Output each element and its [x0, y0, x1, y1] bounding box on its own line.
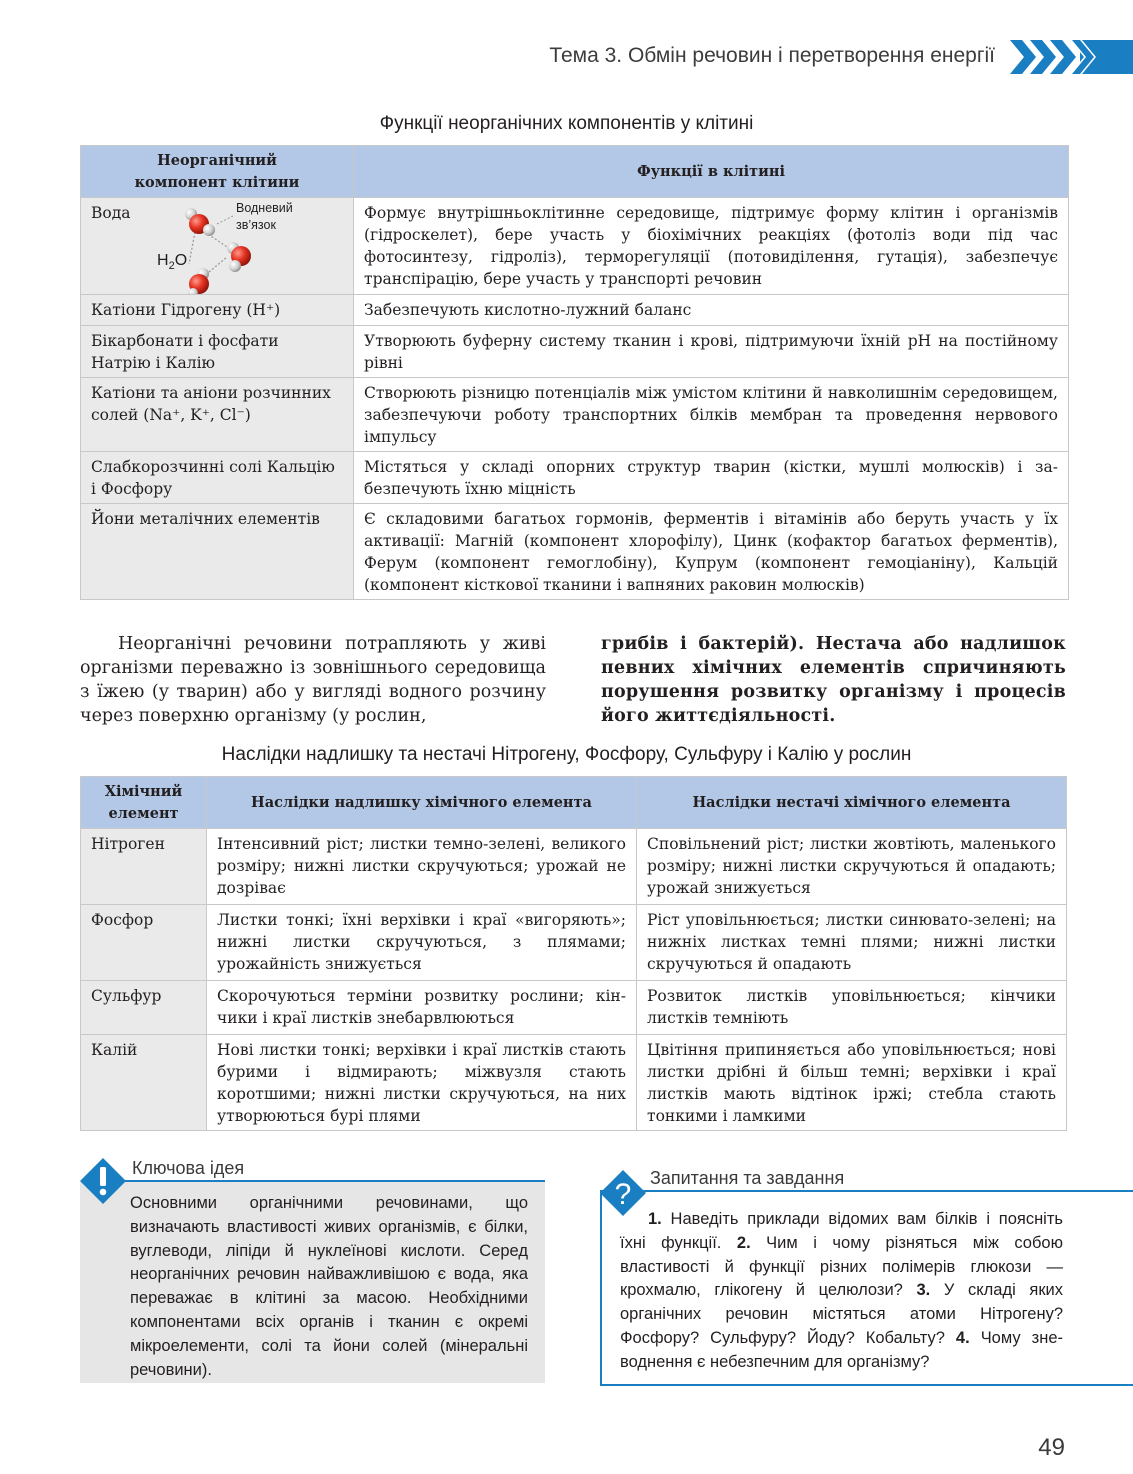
page-header — [0, 38, 1133, 78]
table-row — [81, 452, 1069, 504]
excess-deficiency-table — [80, 776, 1067, 1131]
element-cell: Сульфур — [81, 981, 207, 1035]
function-cell: Формує внутрішньоклітинне середовище, підтримує форму клітин і організмів (гідроскелет), бере участь у біохімічних реакціях (фотоліз води під час фотосинтезу, гідроліз), терморегуляції (потовиділення, гутація), забезпечує транспірацію, бере участь у транспорті речовин — [354, 198, 1069, 295]
function-cell: Створюють різницю потенціалів між умістом клітини й навколишнім середовищем, забезпечуючи роботу транспортних білків мембран та проведення нервового імпульсу — [354, 378, 1069, 452]
header-line: Неорганічний — [157, 151, 277, 169]
question-number: 2. — [736, 1233, 751, 1252]
deficiency-cell: Ріст уповільнюється; листки синювато-зелені; на нижніх листках темні плями; нижні листки скручуються й опадають — [637, 905, 1067, 981]
table-row — [81, 295, 1069, 326]
svg-text:?: ? — [614, 1178, 632, 1211]
key-idea-text: Основними органічними речовинами, що визначають властивості живих організмів, є білки, вуглеводи, ліпіди й нуклеїнові кислоти. Серед неорганічних речовин найважливішою є вода, яка переважає в клітині за масою. Необхідними компонентами всіх органів і тканин є окремі мікроелементи, солі та йони солей (мінеральні речовини). — [130, 1194, 528, 1379]
table1-col1-header — [81, 146, 354, 198]
formula-sub: 2 — [168, 260, 175, 273]
water-molecule-figure — [91, 202, 353, 292]
bond-label-line: зв’язок — [236, 218, 276, 232]
table-row — [81, 829, 1067, 905]
questions-box — [600, 1166, 1133, 1386]
component-cell: Катіони та аніони розчинних солей (Na⁺, K⁺, Cl⁻) — [81, 378, 354, 452]
element-cell: Нітроген — [81, 829, 207, 905]
formula-h: H — [157, 252, 169, 269]
header-line: елемент — [108, 804, 179, 822]
function-cell: Утворюють буферну систему тканин і крові, підтримуючи їхній рН на постійному рівні — [354, 326, 1069, 378]
function-cell: Містяться у складі опорних структур тварин (кістки, мушлі молюсків) і забезпечують їхню міцність — [354, 452, 1069, 504]
component-cell: Слабкорозчинні солі Кальцію і Фосфору — [81, 452, 354, 504]
question-text: Наведіть приклади відомих вам білків і поясніть їхні функції. — [620, 1210, 1063, 1252]
element-cell: Фосфор — [81, 905, 207, 981]
function-cell: Забезпечують кислотно-лужний баланс — [354, 295, 1069, 326]
function-cell: Є складовими багатьох гормонів, ферментів і вітамінів або беруть участь у їх активації: Магній (компонент хлорофілу), Цинк (кофактор багатьох ферментів), Ферум (компонент гемоглобіну), Купрум (компонент гемоціаніну), Кальцій (компонент кісткової тканини і вапняних раковин молюсків) — [354, 504, 1069, 600]
component-cell: Йони металічних елементів — [81, 504, 354, 600]
table-row — [81, 198, 1069, 295]
body-paragraph-right: грибів і бактерій). Нестача або надлишок певних хімічних елементів спричиняють порушення розвитку організму і процесів його життєдіяльності. — [601, 634, 1066, 726]
table1-col2-header: Функції в клітині — [354, 146, 1069, 198]
page-number: 49 — [1038, 1434, 1065, 1461]
water-cell — [81, 198, 354, 295]
table2-col2-header: Наслідки надлишку хімічного елемента — [207, 777, 637, 829]
header-line: Хімічний — [104, 782, 183, 800]
header-line: компонент клітини — [134, 173, 300, 191]
chapter-title: Тема 3. Обмін речовин і перетворення енергії — [549, 44, 995, 67]
table2-col1-header — [81, 777, 207, 829]
table-row — [81, 378, 1069, 452]
questions-text — [620, 1208, 1063, 1375]
body-paragraph-left: Неорганічні речовини потрапляють у живі організми переважно із зовнішнього середовища з їжею (у тварин) або у вигляді водного розчину через поверхню організму (у рослин, — [80, 634, 546, 726]
component-cell: Катіони Гідрогену (H⁺) — [81, 295, 354, 326]
table-row — [81, 504, 1069, 600]
deficiency-cell: Цвітіння припиняється або уповільнюється; нові листки дрібні й більш темні; верхівки і краї листків мають відтінок іржі; стебла стають тонкими і ламкими — [637, 1035, 1067, 1131]
question-text: У складі яких органічних речовин містяться атоми Нітрогену? Фосфору? Сульфуру? Йоду? Кобальту? — [620, 1281, 1063, 1347]
deficiency-cell: Розвиток листків уповільнюється; кінчики листків темніють — [637, 981, 1067, 1035]
excess-cell: Листки тонкі; їхні верхівки і краї «вигоряють»; нижні листки скручуються, з плямами; урожайність знижується — [207, 905, 637, 981]
formula-o: O — [174, 252, 188, 269]
component-cell: Бікарбонати і фосфати Натрію і Калію — [81, 326, 354, 378]
inorganic-functions-table — [80, 145, 1069, 600]
question-number: 3. — [916, 1281, 931, 1300]
table-row — [81, 981, 1067, 1035]
key-idea-rule — [120, 1180, 545, 1182]
questions-title: Запитання та завдання — [650, 1168, 845, 1188]
excess-cell: Нові листки тонкі; верхівки і краї листків стають бурими і відмирають; міжвузля стають коротшими; нижні листки скручуються, на них утворюються бурі плями — [207, 1035, 637, 1131]
key-idea-title: Ключова ідея — [132, 1158, 245, 1178]
table1-caption: Функції неорганічних компонентів у клітині — [379, 113, 754, 134]
element-cell: Калій — [81, 1035, 207, 1131]
deficiency-cell: Сповільнений ріст; листки жовтіють, маленького розміру; нижні листки скручуються й опадають; урожай знижується — [637, 829, 1067, 905]
key-idea-box — [80, 1158, 545, 1383]
table-row — [81, 326, 1069, 378]
excess-cell: Інтенсивний ріст; листки темно-зелені, великого розміру; нижні листки скручуються; урожай не дозріває — [207, 829, 637, 905]
question-text: Чому зневоднення є небезпечним для організму? — [620, 1328, 1063, 1371]
water-label: Вода — [91, 204, 131, 222]
bond-label-line: Водневий — [236, 201, 293, 215]
question-number: 4. — [955, 1328, 970, 1347]
question-text: Чим і чому різняться між собою властивості й функції різних полімерів глюкози — крохмалю, глікогену й целюлози? — [620, 1233, 1063, 1300]
water-molecules-icon — [181, 202, 271, 294]
excess-cell: Скорочуються терміни розвитку рослини; кінчики і краї листків знебарвлюються — [207, 981, 637, 1035]
table-row — [81, 905, 1067, 981]
table2-caption: Наслідки надлишку та нестачі Нітрогену, Фосфору, Сульфуру і Калію у рослин — [221, 744, 912, 765]
question-number: 1. — [648, 1210, 662, 1228]
table2-col3-header: Наслідки нестачі хімічного елемента — [637, 777, 1067, 829]
table-row — [81, 1035, 1067, 1131]
chevrons-icon — [1010, 40, 1133, 74]
exclamation-icon — [80, 1158, 126, 1204]
